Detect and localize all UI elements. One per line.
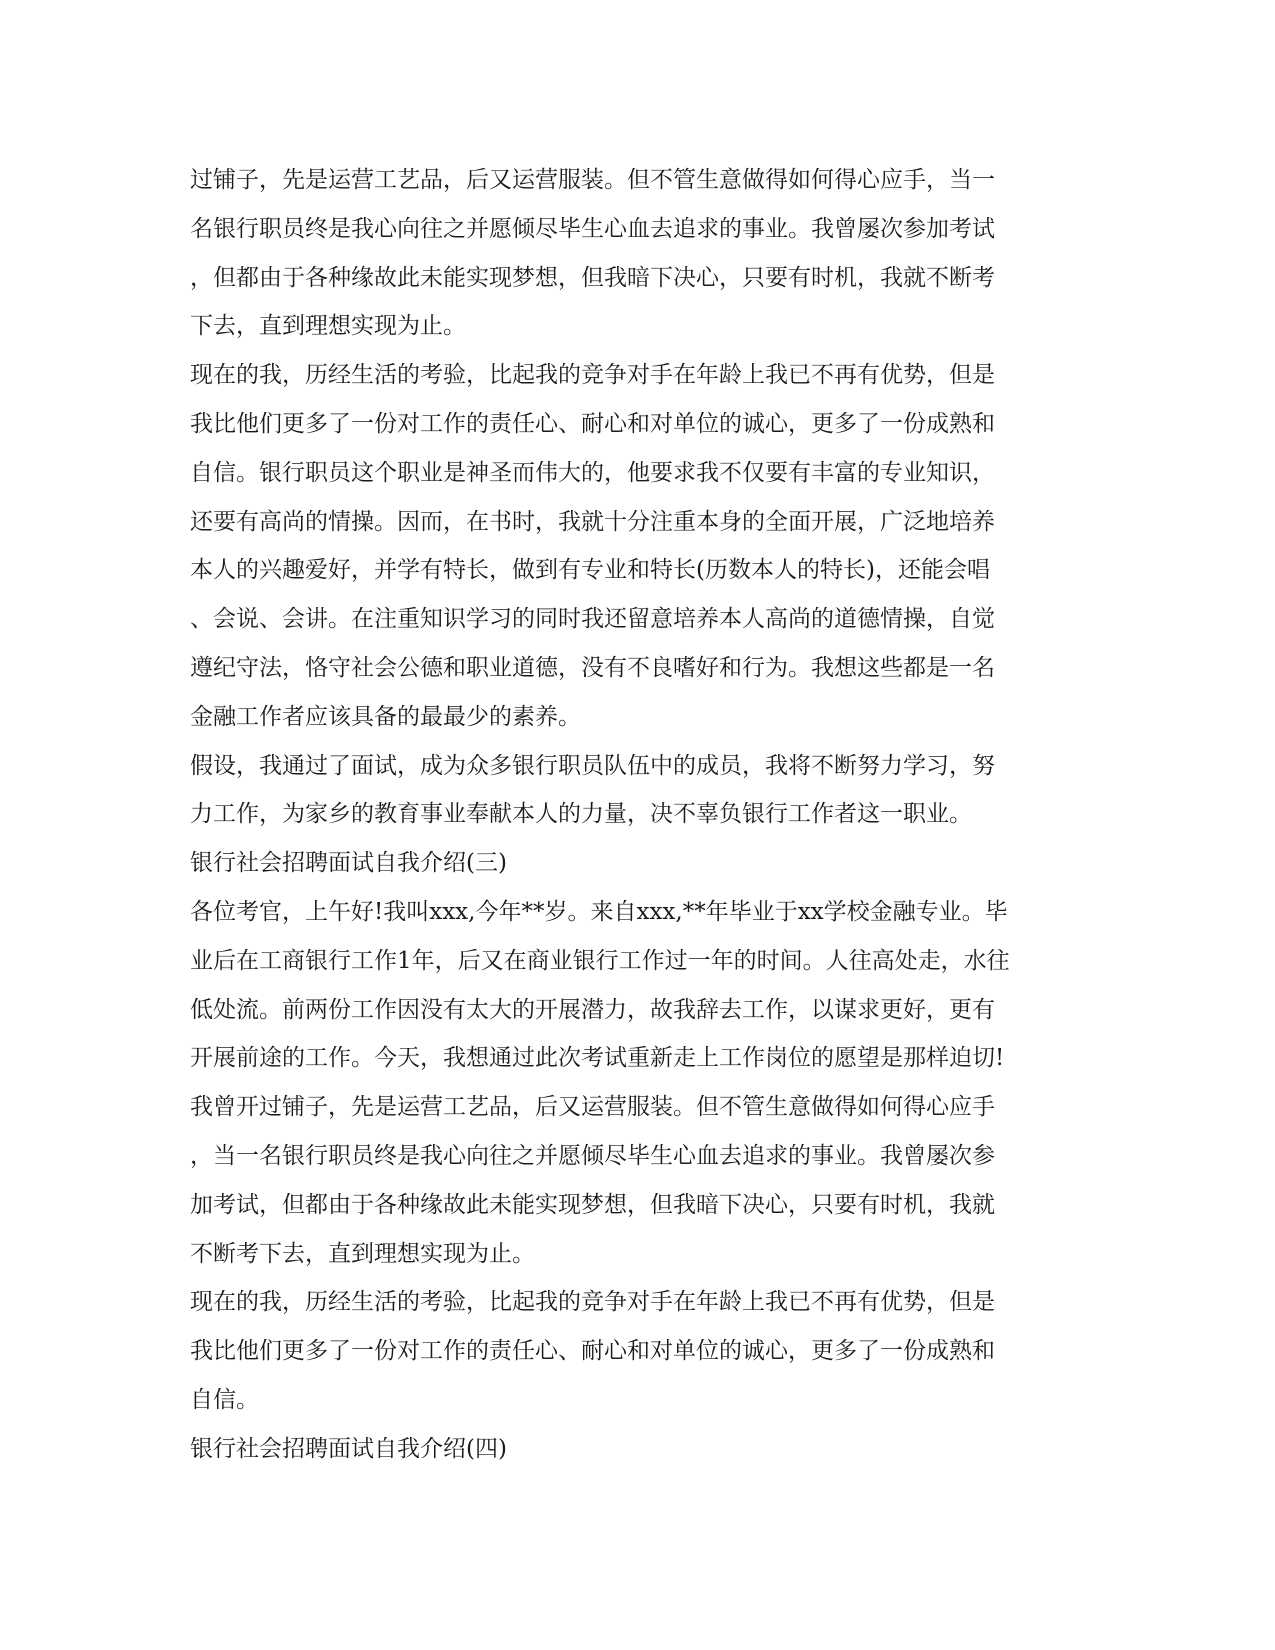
text-line: ，但都由于各种缘故此未能实现梦想，但我暗下决心，只要有时机，我就不断考 bbox=[190, 264, 995, 291]
text-line: ，当一名银行职员终是我心向往之并愿倾尽毕生心血去追求的事业。我曾屡次参 bbox=[190, 1142, 995, 1169]
text-line: 、会说、会讲。在注重知识学习的同时我还留意培养本人高尚的道德情操，自觉 bbox=[190, 606, 995, 633]
text-line: 力工作，为家乡的教育事业奉献本人的力量，决不辜负银行工作者这一职业。 bbox=[190, 801, 972, 828]
text-line: 现在的我，历经生活的考验，比起我的竞争对手在年龄上我已不再有优势，但是 bbox=[190, 362, 995, 389]
text-line: 自信。 bbox=[190, 1386, 259, 1413]
text-line: 遵纪守法，恪守社会公德和职业道德，没有不良嗜好和行为。我想这些都是一名 bbox=[190, 654, 995, 681]
text-line: 我比他们更多了一份对工作的责任心、耐心和对单位的诚心，更多了一份成熟和 bbox=[190, 1338, 995, 1365]
text-line: 加考试，但都由于各种缘故此未能实现梦想，但我暗下决心，只要有时机，我就 bbox=[190, 1191, 995, 1218]
text-line: 过铺子，先是运营工艺品，后又运营服装。但不管生意做得如何得心应手，当一 bbox=[190, 167, 995, 193]
text-line: 自信。银行职员这个职业是神圣而伟大的，他要求我不仅要有丰富的专业知识， bbox=[190, 459, 995, 486]
text-line: 名银行职员终是我心向往之并愿倾尽毕生心血去追求的事业。我曾屡次参加考试 bbox=[190, 215, 995, 242]
text-line: 现在的我，历经生活的考验，比起我的竞争对手在年龄上我已不再有优势，但是 bbox=[190, 1289, 995, 1316]
text-line: 假设，我通过了面试，成为众多银行职员队伍中的成员，我将不断努力学习，努 bbox=[190, 752, 995, 779]
document-body bbox=[190, 156, 1080, 1474]
section-heading-3: 银行社会招聘面试自我介绍(三) bbox=[190, 850, 507, 877]
text-line: 我曾开过铺子，先是运营工艺品，后又运营服装。但不管生意做得如何得心应手 bbox=[190, 1094, 995, 1121]
text-line: 不断考下去，直到理想实现为止。 bbox=[190, 1240, 535, 1267]
text-line: 业后在工商银行工作1年，后又在商业银行工作过一年的时间。人往高处走，水往 bbox=[190, 947, 1010, 974]
text-line: 低处流。前两份工作因没有太大的开展潜力，故我辞去工作，以谋求更好，更有 bbox=[190, 996, 995, 1023]
text-line: 金融工作者应该具备的最最少的素养。 bbox=[190, 703, 581, 730]
text-line: 我比他们更多了一份对工作的责任心、耐心和对单位的诚心，更多了一份成熟和 bbox=[190, 410, 995, 437]
text-line: 开展前途的工作。今天，我想通过此次考试重新走上工作岗位的愿望是那样迫切! bbox=[190, 1045, 1005, 1072]
section-heading-4: 银行社会招聘面试自我介绍(四) bbox=[190, 1435, 507, 1462]
text-line: 还要有高尚的情操。因而，在书时，我就十分注重本身的全面开展，广泛地培养 bbox=[190, 508, 995, 535]
text-line: 下去，直到理想实现为止。 bbox=[190, 313, 466, 340]
text-line: 本人的兴趣爱好，并学有特长，做到有专业和特长(历数本人的特长)，还能会唱 bbox=[190, 557, 990, 584]
text-line: 各位考官，上午好!我叫xxx,今年**岁。来自xxx,**年毕业于xx学校金融专业。毕 bbox=[190, 898, 1008, 925]
